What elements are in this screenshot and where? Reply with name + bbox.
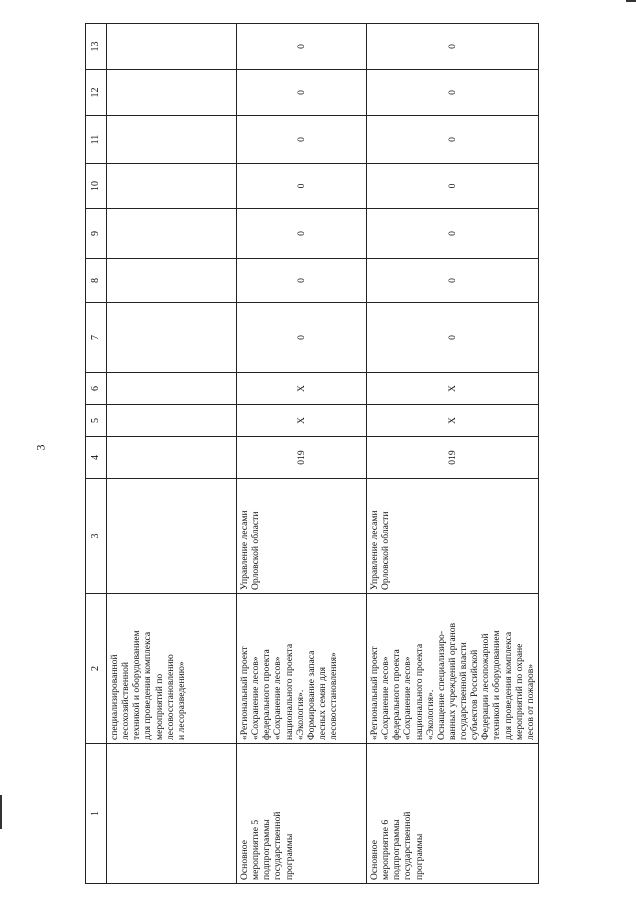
- table-cell: [107, 259, 237, 303]
- table-cell: [107, 24, 237, 70]
- table-cell: [107, 405, 237, 437]
- header-cell: 7: [86, 303, 107, 373]
- table-cell: 0: [237, 24, 367, 70]
- table-cell: Х: [237, 373, 367, 405]
- table-cell: 0: [367, 259, 539, 303]
- table-cell: 0: [367, 209, 539, 259]
- header-cell: 13: [86, 24, 107, 70]
- table-cell: [107, 744, 237, 884]
- program-table: [85, 23, 539, 884]
- page-number: 3: [33, 444, 48, 451]
- table-cell: [107, 303, 237, 373]
- table-cell: 0: [237, 116, 367, 164]
- table-cell: 0: [367, 70, 539, 116]
- table-row-continuation: [107, 24, 237, 884]
- table-cell: Управление лесами Орловской области: [237, 479, 367, 594]
- table-cell: [107, 373, 237, 405]
- table-cell: 0: [367, 164, 539, 209]
- table-cell: 019: [237, 437, 367, 479]
- table-cell: [107, 479, 237, 594]
- table-cell: 0: [367, 24, 539, 70]
- header-cell: 5: [86, 405, 107, 437]
- table-cell: [107, 209, 237, 259]
- header-cell: 10: [86, 164, 107, 209]
- rotated-table-container: [85, 24, 536, 884]
- table-cell: Основное мероприятие 6 подпрограммы государственной программы: [367, 744, 539, 884]
- header-cell: 1: [86, 744, 107, 884]
- table-row: [367, 24, 539, 884]
- header-cell: 11: [86, 116, 107, 164]
- table-cell: [107, 116, 237, 164]
- table-row: [237, 24, 367, 884]
- table-cell: специализированной лесохозяйственной техникой и оборудованием для проведения комплекса мероприятий по лесовосстановлению и лесоразведению»: [107, 594, 237, 744]
- table-cell: 0: [237, 209, 367, 259]
- header-cell: 2: [86, 594, 107, 744]
- table-cell: Х: [237, 405, 367, 437]
- table-cell: 0: [237, 70, 367, 116]
- header-cell: 3: [86, 479, 107, 594]
- header-cell: 12: [86, 70, 107, 116]
- table-cell: Х: [367, 405, 539, 437]
- header-cell: 8: [86, 259, 107, 303]
- table-cell: [107, 164, 237, 209]
- table-cell: 0: [237, 164, 367, 209]
- table-cell: Основное мероприятие 5 подпрограммы государственной программы: [237, 744, 367, 884]
- table-cell: 0: [237, 259, 367, 303]
- header-row: [86, 24, 107, 884]
- table-cell: 019: [367, 437, 539, 479]
- header-cell: 4: [86, 437, 107, 479]
- table-cell: Управление лесами Орловской области: [367, 479, 539, 594]
- scan-mark: [626, 0, 636, 2]
- table-cell: 0: [367, 303, 539, 373]
- header-cell: 9: [86, 209, 107, 259]
- table-cell: 0: [237, 303, 367, 373]
- table-cell: Х: [367, 373, 539, 405]
- table-cell: «Региональный проект «Сохранение лесов» федерального проекта «Сохранение лесов» национального проекта «Экология». Формирование запаса лесных семян для лесовосстановления»: [237, 594, 367, 744]
- header-cell: 6: [86, 373, 107, 405]
- table-cell: [107, 70, 237, 116]
- table-cell: «Региональный проект «Сохранение лесов» федерального проекта «Сохранение лесов» национального проекта «Экология». Оснащение специализиро- ванных учреждений органов государственной власти субъектов Российской Федерации лесопожарной техникой и оборудованием для проведения комплекса мероприятий по охране лесов от пожаров»: [367, 594, 539, 744]
- scan-mark: [0, 795, 2, 829]
- table-cell: [107, 437, 237, 479]
- table-cell: 0: [367, 116, 539, 164]
